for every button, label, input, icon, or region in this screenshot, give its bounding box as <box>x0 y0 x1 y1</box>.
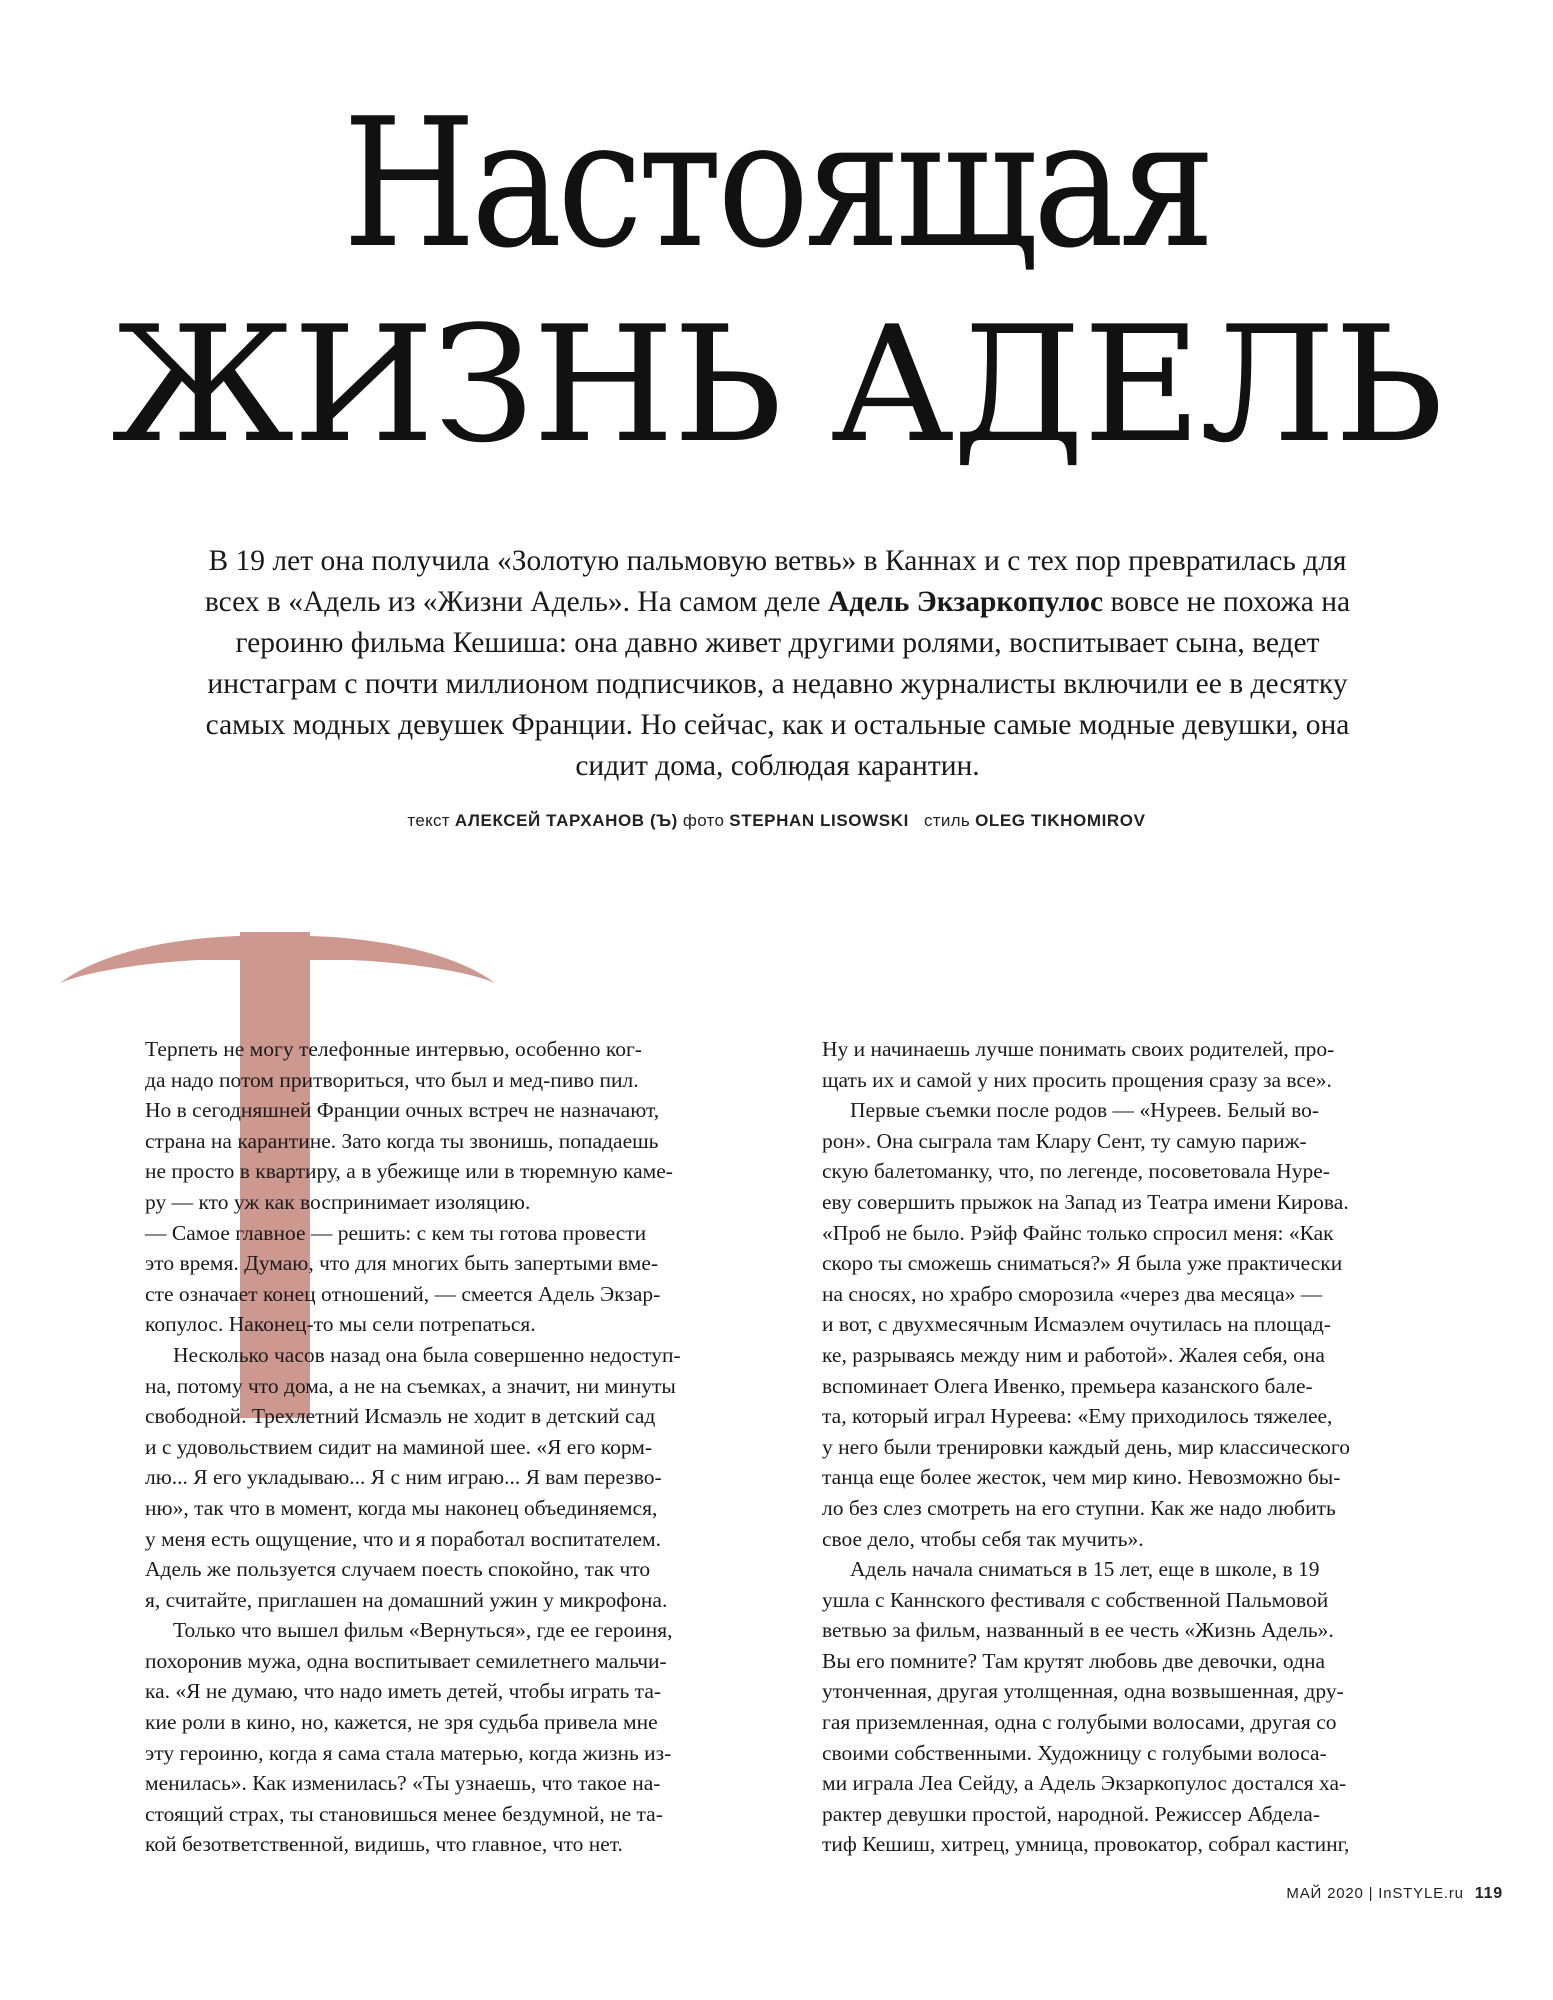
article-line: тиф Кешиш, хитрец, умница, провокатор, собрал кастинг, <box>822 1832 1350 1857</box>
article-line: не просто в квартиру, а в убежище или в тюремную каме- <box>145 1159 673 1184</box>
article-line: и с удовольствием сидит на маминой шее. «Я его корм- <box>145 1434 653 1459</box>
article-line: Адель начала сниматься в 15 лет, еще в школе, в 19 <box>850 1557 1320 1582</box>
article-line: скоро ты сможешь сниматься?» Я была уже практически <box>822 1251 1343 1276</box>
article-line: лю... Я его укладываю... Я с ним играю... Я вам перезво- <box>145 1465 662 1490</box>
article-line: рактер девушки простой, народной. Режиссер Абдела- <box>822 1801 1320 1826</box>
article-line: да надо потом притвориться, что был и мед-пиво пил. <box>145 1067 639 1092</box>
lead-line: самых модных девушек Франции. Но сейчас, как и остальные самые модные девушки, она <box>205 709 1350 741</box>
lead-line: героиню фильма Кешиша: она давно живет другими ролями, воспитывает сына, ведет <box>235 627 1320 659</box>
article-line: страна на карантине. Зато когда ты звонишь, попадаешь <box>145 1128 659 1153</box>
credit-text-label: текст <box>407 811 450 830</box>
credit-text-name: АЛЕКСЕЙ ТАРХАНОВ (Ъ) <box>454 811 678 830</box>
article-line: ми играла Леа Сейду, а Адель Экзаркопулос достался ха- <box>822 1771 1347 1796</box>
article-line: кой безответственной, видишь, что главное, что нет. <box>145 1832 623 1857</box>
article-line: ло без слез смотреть на его ступни. Как же надо любить <box>822 1495 1336 1520</box>
credit-style-label: стиль <box>923 811 971 830</box>
lead-paragraph <box>140 541 1415 787</box>
article-line: Первые съемки после родов — «Нуреев. Белый во- <box>850 1098 1320 1123</box>
article-line: рон». Она сыграла там Клару Сент, ту самую париж- <box>822 1128 1307 1153</box>
lead-line <box>140 582 1415 623</box>
article-line: Ну и начинаешь лучше понимать своих родителей, про- <box>822 1037 1335 1061</box>
article-line: еву совершить прыжок на Запад из Театра имени Кирова. <box>822 1189 1349 1214</box>
article-line: — Самое главное — решить: с кем ты готова провести <box>145 1220 647 1245</box>
article-line: ню», так что в момент, когда мы наконец объединяемся, <box>145 1495 658 1520</box>
credits-line <box>0 811 1553 831</box>
article-line: та, который играл Нуреева: «Ему приходилось тяжелее, <box>822 1404 1333 1429</box>
article-line: ушла с Каннского фестиваля с собственной Пальмовой <box>822 1587 1329 1612</box>
article-line: менилась». Как изменилась? «Ты узнаешь, что такое на- <box>145 1771 661 1796</box>
credit-photo-name: STEPHAN LISOWSKI <box>729 811 909 830</box>
article-line: гая приземленная, одна с голубыми волосами, другая со <box>822 1710 1337 1735</box>
article-line: свободной. Трехлетний Исмаэль не ходит в детский сад <box>145 1404 656 1429</box>
article-line: похоронив мужа, одна воспитывает семилетнего мальчи- <box>145 1648 667 1673</box>
article-line: ке, разрываясь между ним и работой». Жалея себя, она <box>822 1342 1325 1367</box>
article-line: стоящий страх, ты становишься менее бездумной, не та- <box>145 1801 663 1826</box>
article-line: танца еще более жесток, чем мир кино. Невозможно бы- <box>822 1465 1341 1490</box>
article-line: копулос. Наконец-то мы сели потрепаться. <box>145 1312 536 1337</box>
article-line: Несколько часов назад она была совершенно недоступ- <box>173 1342 681 1367</box>
article-line: эту героиню, когда я сама стала матерью, когда жизнь из- <box>145 1740 672 1765</box>
article-line: у меня есть ощущение, что и я поработал воспитателем. <box>145 1526 662 1551</box>
lead-line: сидит дома, соблюдая карантин. <box>575 750 980 782</box>
credit-photo-label: фото <box>682 811 725 830</box>
article-line: скую балетоманку, что, по легенде, посоветовала Нуре- <box>822 1159 1330 1184</box>
article-line: щать их и самой у них просить прощения сразу за все». <box>822 1067 1332 1092</box>
article-line: утонченная, другая утолщенная, одна возвышенная, дру- <box>822 1679 1344 1704</box>
article-line: на сносях, но храбро сморозила «через два месяца» — <box>822 1281 1323 1306</box>
article-line: своими собственными. Художницу с голубыми волоса- <box>822 1740 1327 1765</box>
article-line: кие роли в кино, но, кажется, не зря судьба привела мне <box>145 1710 658 1735</box>
article-line: это время. Думаю, что для многих быть запертыми вме- <box>145 1251 659 1276</box>
lead-text: вовсе не похожа на <box>1103 586 1351 618</box>
article-line: Но в сегодняшней Франции очных встреч не назначают, <box>145 1098 660 1123</box>
article-line: Терпеть не могу телефонные интервью, особенно ког- <box>145 1037 642 1061</box>
article-line: и вот, с двухмесячным Исмаэлем очутилась на площад- <box>822 1312 1331 1337</box>
lead-text: всех в «Адель из «Жизни Адель». На самом деле <box>204 586 828 618</box>
article-line: вспоминает Олега Ивенко, премьера казанского бале- <box>822 1373 1313 1398</box>
headline-line-2: ЖИЗНЬ АДЕЛЬ <box>111 291 1442 478</box>
lead-highlight-name: Адель Экзаркопулос <box>827 586 1104 618</box>
article-line: на, потому что дома, а не на съемках, а значит, ни минуты <box>145 1373 676 1398</box>
footer-issue: МАЙ 2020 | InSTYLE.ru <box>1286 1885 1464 1902</box>
article-line: Адель же пользуется случаем поесть спокойно, так что <box>145 1557 651 1582</box>
article-line: ветвью за фильм, названный в ее честь «Жизнь Адель». <box>822 1618 1334 1643</box>
article-line: ру — кто уж как воспринимает изоляцию. <box>145 1189 531 1214</box>
credit-style-name: OLEG TIKHOMIROV <box>975 811 1146 830</box>
lead-line: В 19 лет она получила «Золотую пальмовую ветвь» в Каннах и с тех пор превратилась для <box>208 545 1347 577</box>
page-footer <box>1286 1885 1503 1903</box>
article-line: я, считайте, приглашен на домашний ужин у микрофона. <box>145 1587 668 1612</box>
article-line: ка. «Я не думаю, что надо иметь детей, чтобы играть та- <box>145 1679 662 1704</box>
article-column-left <box>145 1034 755 1860</box>
article-line: «Проб не было. Рэйф Файнс только спросил меня: «Как <box>822 1220 1334 1245</box>
article-line: у него были тренировки каждый день, мир классического <box>822 1434 1350 1459</box>
article-column-right <box>822 1034 1422 1860</box>
article-line: сте означает конец отношений, — смеется Адель Экзар- <box>145 1281 661 1306</box>
headline-line-1: Настоящая <box>342 80 1211 287</box>
article-line: Вы его помните? Там крутят любовь две девочки, одна <box>822 1648 1325 1673</box>
page-number: 119 <box>1474 1885 1503 1902</box>
lead-line: инстаграм с почти миллионом подписчиков, а недавно журналисты включили ее в десятку <box>207 668 1348 700</box>
article-line: свое дело, чтобы себя так мучить». <box>822 1526 1144 1551</box>
article-line: Только что вышел фильм «Вернуться», где ее героиня, <box>173 1618 673 1643</box>
